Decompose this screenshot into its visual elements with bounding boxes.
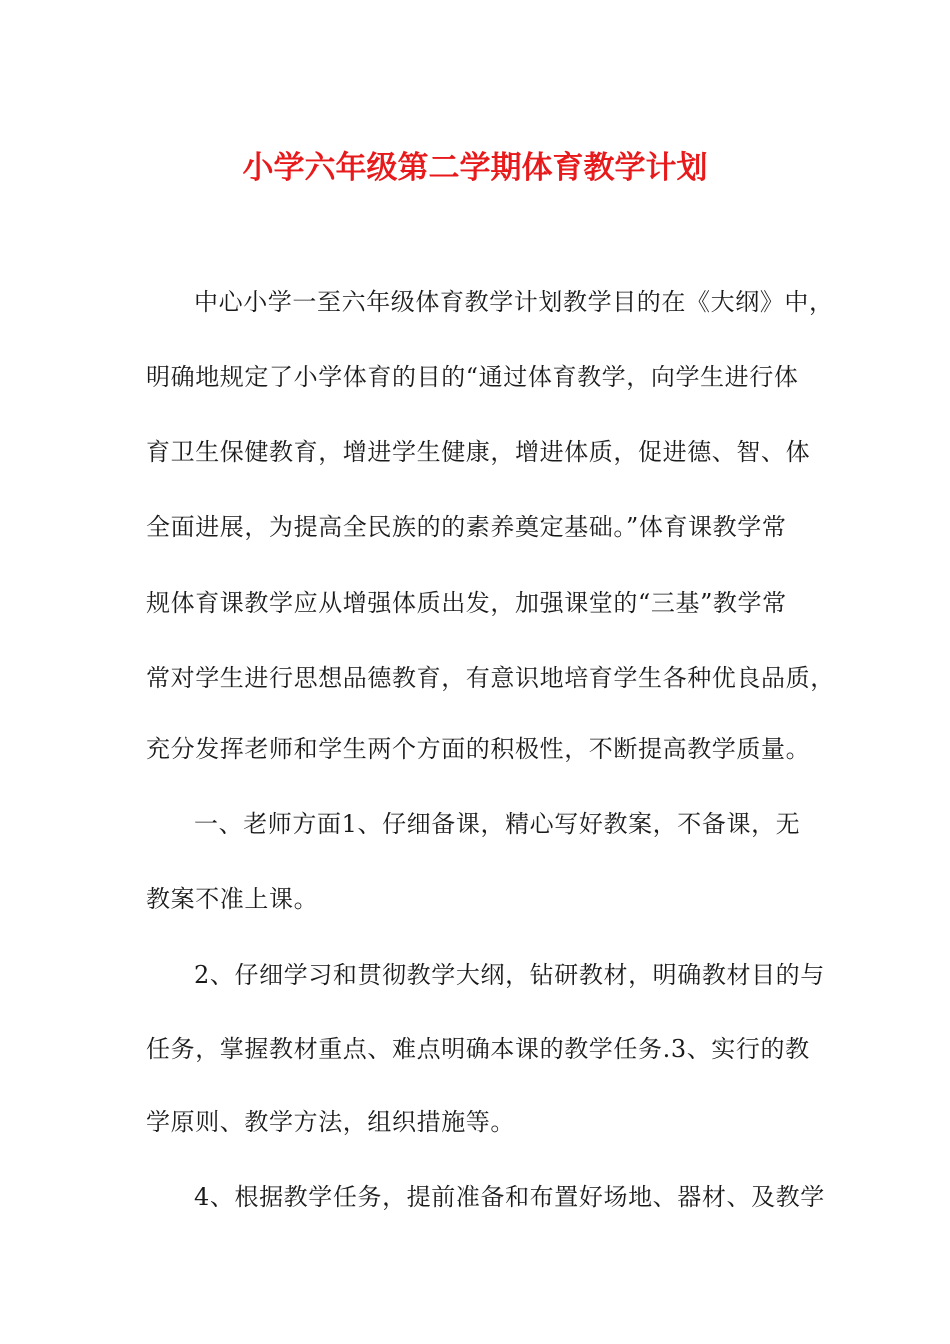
paragraph-line: 规体育课教学应从增强体质出发，加强课堂的“三基”教学常 — [146, 589, 787, 617]
paragraph-line: 常对学生进行思想品德教育，有意识地培育学生各种优良品质， — [146, 664, 835, 692]
paragraph-line: 教案不准上课。 — [146, 885, 319, 913]
paragraph-line: 任务，掌握教材重点、难点明确本课的教学任务.3、实行的教 — [146, 1035, 810, 1063]
paragraph-line: 充分发挥老师和学生两个方面的积极性，不断提高教学质量。 — [146, 735, 811, 763]
paragraph-line: 育卫生保健教育，增进学生健康，增进体质，促进德、智、体 — [146, 438, 811, 466]
paragraph-line: 明确地规定了小学体育的目的“通过体育教学，向学生进行体 — [146, 363, 799, 391]
paragraph-line: 一、老师方面1、仔细备课，精心写好教案，不备课，无 — [194, 810, 801, 838]
paragraph-line: 学原则、教学方法，组织措施等。 — [146, 1108, 515, 1136]
paragraph-line: 4、根据教学任务，提前准备和布置好场地、器材、及教学 — [194, 1183, 825, 1211]
paragraph-line: 中心小学一至六年级体育教学计划教学目的在《大纲》中， — [194, 288, 834, 316]
document-title: 小学六年级第二学期体育教学计划 — [242, 150, 708, 186]
paragraph-line: 2、仔细学习和贯彻教学大纲，钻研教材，明确教材目的与 — [194, 961, 825, 989]
paragraph-line: 全面进展，为提高全民族的的素养奠定基础。”体育课教学常 — [146, 513, 787, 541]
